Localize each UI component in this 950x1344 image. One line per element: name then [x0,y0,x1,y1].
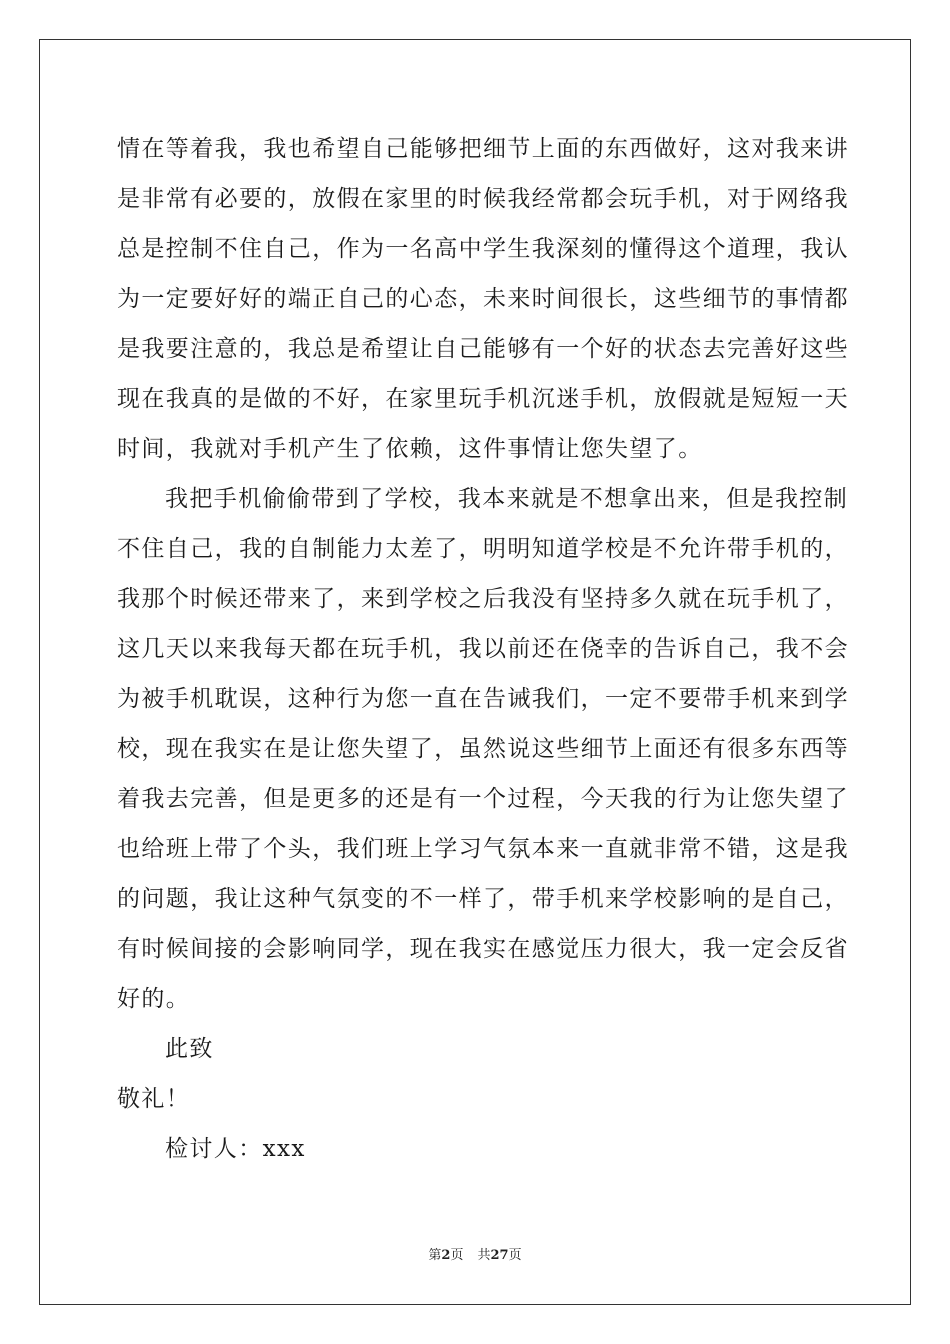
body-line: 这几天以来我每天都在玩手机，我以前还在侥幸的告诉自己，我不会 [117,636,849,662]
page-suffix: 页 [450,1248,464,1263]
page-prefix: 第 [428,1248,442,1263]
body-line: 校，现在我实在是让您失望了，虽然说这些细节上面还有很多东西等 [117,736,849,762]
closing-line: 此致 [165,1036,214,1062]
body-line: 着我去完善，但是更多的还是有一个过程，今天我的行为让您失望了 [117,786,849,812]
body-line: 情在等着我，我也希望自己能够把细节上面的东西做好，这对我来讲 [117,136,849,162]
body-line: 时间，我就对手机产生了依赖，这件事情让您失望了。 [117,436,703,462]
page-number: 2 [441,1248,451,1263]
salute-line: 敬礼！ [117,1086,191,1112]
body-line: 现在我真的是做的不好，在家里玩手机沉迷手机，放假就是短短一天 [117,386,849,412]
signature-line: 检讨人：xxx [165,1136,306,1162]
body-line: 是我要注意的，我总是希望让自己能够有一个好的状态去完善好这些 [117,336,849,362]
body-line: 的问题，我让这种气氛变的不一样了，带手机来学校影响的是自己， [117,886,849,912]
body-line: 为一定要好好的端正自己的心态，未来时间很长，这些细节的事情都 [117,286,849,312]
body-line: 有时候间接的会影响同学，现在我实在感觉压力很大，我一定会反省 [117,936,849,962]
body-line: 也给班上带了个头，我们班上学习气氛本来一直就非常不错，这是我 [117,836,849,862]
page-footer [0,1247,950,1265]
total-prefix: 共 [477,1248,491,1263]
total-suffix: 页 [508,1248,522,1263]
body-line: 总是控制不住自己，作为一名高中学生我深刻的懂得这个道理，我认 [117,236,849,262]
body-line: 是非常有必要的，放假在家里的时候我经常都会玩手机，对于网络我 [117,186,849,212]
body-line: 我那个时候还带来了，来到学校之后我没有坚持多久就在玩手机了， [117,586,849,612]
body-line: 为被手机耽误，这种行为您一直在告诫我们，一定不要带手机来到学 [117,686,849,712]
body-line: 我把手机偷偷带到了学校，我本来就是不想拿出来，但是我控制 [165,486,849,512]
page-border [39,39,911,1305]
total-pages: 27 [490,1248,509,1263]
body-line: 不住自己，我的自制能力太差了，明明知道学校是不允许带手机的， [117,536,849,562]
body-line: 好的。 [117,986,191,1012]
